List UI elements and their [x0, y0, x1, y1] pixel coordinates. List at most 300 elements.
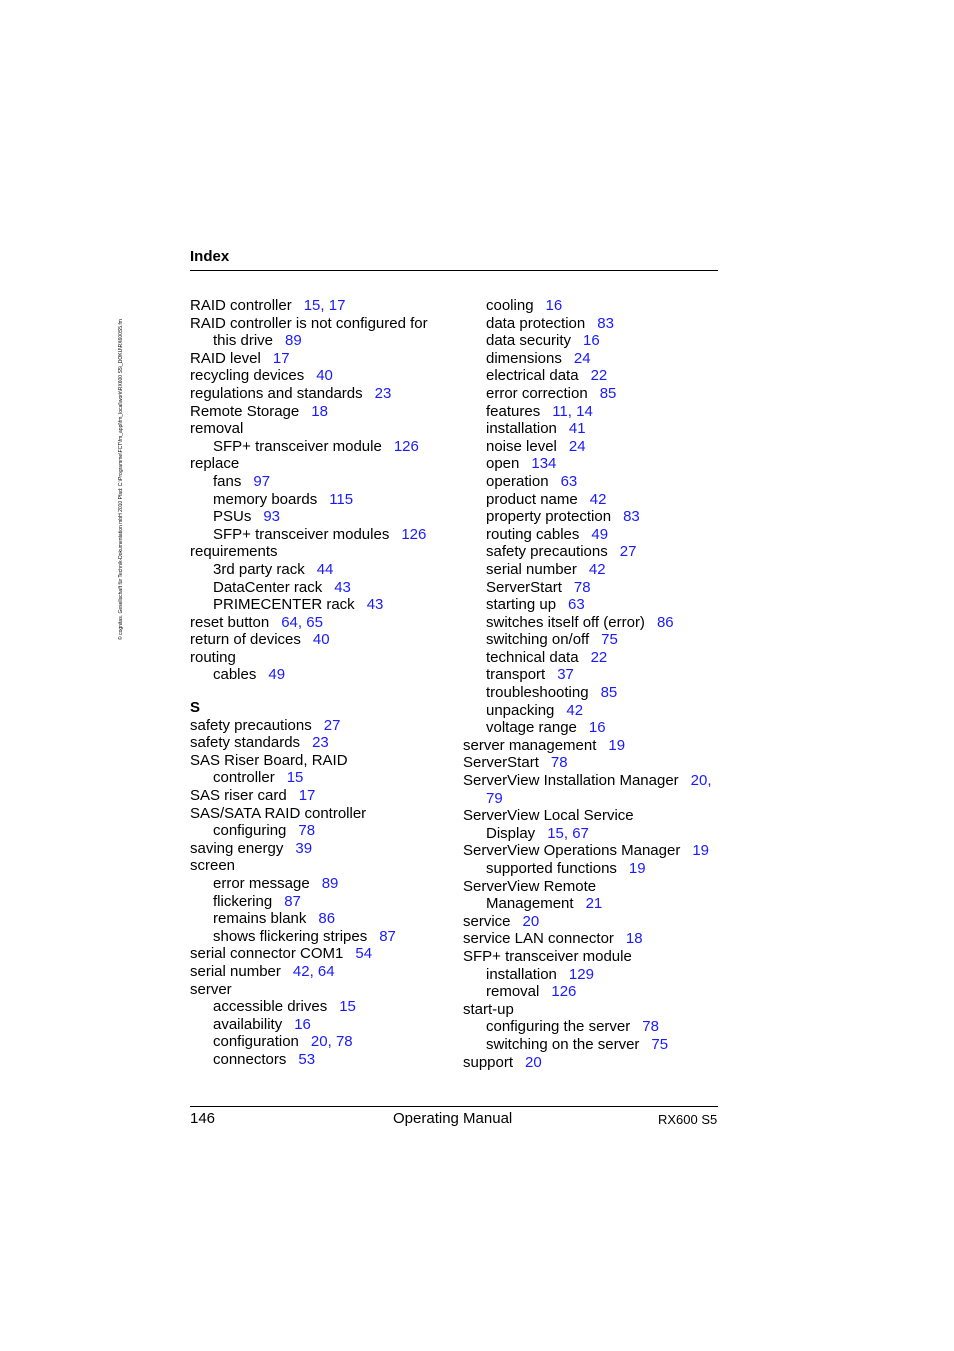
page-link[interactable]: , 67 [564, 825, 589, 842]
page-references [329, 491, 353, 508]
index-subentry [463, 350, 733, 368]
index-subentry [463, 403, 733, 421]
page-link[interactable]: 27 [323, 716, 341, 734]
index-subentry [190, 666, 460, 684]
index-subentry [463, 579, 733, 597]
index-term: ServerStart [486, 578, 562, 596]
index-term: cooling [486, 297, 534, 314]
page-link[interactable]: 63 [560, 472, 578, 490]
index-entry [190, 385, 460, 403]
page-link[interactable]: 83 [597, 314, 614, 332]
page-link[interactable]: 42 [566, 701, 584, 719]
page-references [557, 666, 574, 683]
index-term: switching on the server [486, 1035, 640, 1053]
index-term: technical data [486, 648, 579, 666]
index-term: recycling devices [190, 367, 305, 385]
page-link[interactable]: 19 [628, 860, 646, 877]
page-references [566, 702, 583, 719]
index-entry-continuation [190, 332, 460, 350]
index-subentry [190, 1033, 460, 1051]
index-term: fans [213, 472, 242, 490]
index-term: error correction [486, 384, 588, 402]
index-entry [190, 787, 460, 805]
page-link[interactable]: 49 [591, 525, 609, 543]
page-references [561, 473, 578, 490]
index-term: service [463, 912, 511, 930]
index-term: transport [486, 666, 546, 684]
page-link[interactable]: 64 [281, 613, 298, 631]
index-entry [463, 807, 733, 825]
page-references [394, 438, 419, 455]
page-references [601, 684, 618, 701]
page-references [600, 385, 617, 402]
index-subentry [463, 455, 733, 473]
page-link[interactable]: 63 [568, 596, 585, 614]
index-entry [463, 754, 733, 772]
page-references [316, 367, 333, 384]
footer-page-number: 146 [190, 1110, 216, 1127]
page-link[interactable]: 40 [312, 631, 330, 649]
page-link[interactable]: 19 [692, 842, 710, 860]
page-link[interactable]: 129 [568, 965, 594, 983]
index-subentry [190, 473, 460, 491]
page-link[interactable]: 49 [268, 666, 286, 684]
page-references [295, 840, 312, 857]
page-references [589, 719, 606, 736]
page-references [253, 473, 270, 490]
index-term: configuring [213, 822, 287, 840]
page-link[interactable]: 85 [600, 684, 618, 702]
page-references [569, 966, 594, 983]
page-references [334, 579, 351, 596]
index-entry-continuation [463, 895, 733, 913]
index-term: unpacking [486, 701, 555, 719]
index-term: ServerView Installation Manager [463, 772, 679, 790]
index-term: PSUs [213, 508, 252, 526]
index-subentry [463, 332, 733, 350]
page-references [551, 983, 576, 1000]
page-references [311, 403, 328, 420]
index-term: installation [486, 965, 557, 983]
page-link[interactable]: 41 [568, 420, 586, 438]
index-entry-continuation [463, 790, 733, 808]
page-link[interactable]: 87 [379, 927, 396, 945]
page-link[interactable]: 21 [585, 895, 603, 913]
index-term: connectors [213, 1050, 287, 1068]
index-term: saving energy [190, 839, 284, 857]
index-subentry [463, 473, 733, 491]
index-term: SFP+ transceiver module [463, 947, 632, 965]
page-references [574, 579, 591, 596]
index-subentry [190, 910, 460, 928]
index-term: flickering [213, 892, 273, 910]
index-subentry [190, 561, 460, 579]
page-link[interactable]: 16 [545, 297, 563, 314]
index-entry [190, 297, 460, 315]
index-term: ServerView Operations Manager [463, 842, 681, 860]
page-link[interactable]: 20 [310, 1033, 328, 1051]
page-link[interactable]: 75 [601, 631, 618, 649]
page-references [486, 790, 503, 807]
page-link[interactable]: 20 [522, 912, 540, 930]
page-link[interactable]: 78 [642, 1018, 659, 1036]
page-link[interactable]: 89 [285, 332, 302, 350]
page-link[interactable]: 85 [599, 384, 617, 402]
page-references [591, 526, 608, 543]
index-term: serial connector COM1 [190, 945, 344, 963]
index-subentry [190, 822, 460, 840]
index-subentry [190, 1016, 460, 1034]
index-entry [190, 963, 460, 981]
page-references [620, 543, 637, 560]
page-link[interactable]: 115 [329, 490, 354, 508]
index-term: switches itself off (error) [486, 613, 645, 631]
page-references [294, 1016, 311, 1033]
footer-manual-title: Operating Manual [393, 1110, 513, 1127]
page-link[interactable]: 24 [568, 437, 586, 455]
index-term: electrical data [486, 367, 579, 385]
index-term: features [486, 402, 541, 420]
page-references [626, 930, 643, 947]
page-references [284, 893, 301, 910]
index-subentry [190, 526, 460, 544]
index-subentry [463, 543, 733, 561]
page-link[interactable]: 22 [590, 367, 608, 385]
page-references [569, 420, 586, 437]
index-subentry [463, 631, 733, 649]
page-references [298, 1051, 315, 1068]
page-link[interactable]: , 14 [568, 403, 593, 420]
page-link[interactable]: 78 [298, 822, 316, 840]
index-subentry [463, 420, 733, 438]
index-term: SFP+ transceiver module [213, 437, 382, 455]
page-references [281, 614, 323, 631]
index-column-right [463, 297, 733, 1071]
page-references [324, 717, 341, 734]
page-references [692, 842, 709, 859]
index-term: support [463, 1053, 514, 1071]
index-subentry [190, 508, 460, 526]
index-entry [190, 649, 460, 667]
page-references [583, 332, 600, 349]
index-term: ServerStart [463, 754, 539, 772]
index-entry [190, 614, 460, 632]
page-link[interactable]: 18 [625, 930, 643, 948]
index-subentry [463, 860, 733, 878]
index-subentry [463, 966, 733, 984]
index-term: serial number [486, 560, 577, 578]
index-subentry [463, 684, 733, 702]
page-link[interactable]: 16 [588, 719, 606, 737]
page-references [623, 508, 640, 525]
index-term: requirements [190, 543, 278, 561]
index-term: cables [213, 666, 257, 684]
index-term: Display [486, 824, 536, 842]
index-term: Remote Storage [190, 402, 300, 420]
page-link[interactable]: 19 [608, 736, 626, 754]
index-term: SAS riser card [190, 787, 287, 805]
index-term: DataCenter rack [213, 578, 323, 596]
index-term: removal [486, 983, 540, 1001]
page-references [285, 332, 302, 349]
index-entry [190, 420, 460, 438]
page-references [525, 1054, 542, 1071]
page-link[interactable]: 16 [583, 332, 600, 350]
index-term: property protection [486, 508, 612, 526]
page-references [263, 508, 280, 525]
page-link[interactable]: 43 [334, 578, 351, 596]
index-term: SFP+ transceiver modules [213, 525, 390, 543]
index-term: availability [213, 1015, 283, 1033]
index-entry [463, 948, 733, 966]
page-link[interactable]: 16 [294, 1015, 311, 1033]
page-references [313, 631, 330, 648]
index-subentry [463, 385, 733, 403]
index-subentry [463, 297, 733, 315]
page-link[interactable]: 89 [321, 875, 339, 892]
page-references [691, 772, 712, 789]
index-subentry [463, 438, 733, 456]
page-link[interactable]: 75 [651, 1035, 669, 1053]
page-link[interactable]: 18 [311, 402, 328, 420]
index-term: shows flickering stripes [213, 927, 368, 945]
index-term: server management [463, 736, 597, 754]
page-references [574, 350, 591, 367]
index-term: product name [486, 490, 578, 508]
index-column-left [190, 297, 460, 1069]
index-entry [463, 1001, 733, 1019]
index-subentry [190, 893, 460, 911]
page-references [298, 822, 315, 839]
page-link[interactable]: 24 [573, 349, 591, 367]
page-link[interactable]: 23 [312, 734, 329, 752]
page-link[interactable]: 43 [366, 596, 384, 614]
index-term: routing cables [486, 525, 580, 543]
page-link[interactable]: 97 [253, 472, 271, 490]
page-link[interactable]: , 78 [328, 1033, 353, 1050]
page-link[interactable]: 44 [316, 560, 334, 578]
index-subentry [463, 983, 733, 1001]
index-entry [190, 455, 460, 473]
index-subentry [463, 1036, 733, 1054]
index-entry [190, 403, 460, 421]
copyright-path-note: © cognitas. Gesellschaft für Technik-Dokumentation mbH 2010 Pfad: C:\Programme\FCT\fm_appl\fm_local\work\RX600 S5\_DOKU\RX600S5.fm [118, 319, 124, 640]
page-link[interactable]: 40 [316, 367, 333, 385]
index-subentry [190, 491, 460, 509]
index-term: noise level [486, 437, 557, 455]
index-subentry [463, 614, 733, 632]
index-entry [190, 367, 460, 385]
index-entry [463, 913, 733, 931]
index-term: removal [190, 420, 244, 438]
page-references [304, 297, 346, 314]
page-link[interactable]: 87 [284, 892, 301, 910]
index-entry [463, 878, 733, 896]
index-subentry [463, 666, 733, 684]
right-entries [463, 297, 733, 1071]
page-references [651, 1036, 668, 1053]
index-term: safety standards [190, 734, 301, 752]
index-term: serial number [190, 962, 281, 980]
left-entries-s [190, 717, 460, 1069]
page-references [273, 350, 290, 367]
index-entry-continuation [190, 769, 460, 787]
index-term: start-up [463, 1000, 514, 1018]
index-subentry [463, 1018, 733, 1036]
index-subentry [190, 596, 460, 614]
index-entry [190, 805, 460, 823]
index-entry [190, 717, 460, 735]
index-entry [463, 1054, 733, 1072]
page-references [657, 614, 674, 631]
page-link[interactable]: 15 [339, 998, 356, 1016]
index-term: accessible drives [213, 998, 328, 1016]
index-term: PRIMECENTER rack [213, 596, 355, 614]
index-subentry [190, 998, 460, 1016]
page-references [601, 631, 618, 648]
page-references [547, 825, 589, 842]
page-references [608, 737, 625, 754]
page-references [299, 787, 316, 804]
page-references [317, 561, 334, 578]
page-link[interactable]: 22 [590, 648, 608, 666]
page-link[interactable]: 79 [486, 789, 503, 807]
index-subentry [463, 561, 733, 579]
index-term: dimensions [486, 349, 562, 367]
page-references [367, 596, 384, 613]
page-references [523, 913, 540, 930]
index-subentry [190, 1051, 460, 1069]
index-entry [463, 842, 733, 860]
index-subentry [463, 491, 733, 509]
page-references [311, 1033, 353, 1050]
page-references [552, 403, 593, 420]
index-term: open [486, 455, 520, 473]
page-link[interactable]: 27 [619, 543, 637, 561]
page-references [597, 315, 614, 332]
page-references [401, 526, 426, 543]
page-link[interactable]: 78 [550, 754, 568, 772]
index-term: RAID controller [190, 297, 292, 314]
index-term: error message [213, 875, 310, 892]
page-link[interactable]: 53 [298, 1050, 316, 1068]
page-link[interactable]: 15 [286, 769, 304, 787]
page-link[interactable]: 126 [401, 525, 427, 543]
page-link[interactable]: 39 [295, 839, 313, 857]
page-link[interactable]: 86 [318, 910, 336, 928]
index-subentry [463, 508, 733, 526]
index-term: ServerView Remote [463, 877, 597, 895]
index-term: return of devices [190, 631, 301, 649]
page-link[interactable]: 93 [263, 508, 281, 526]
index-entry [190, 734, 460, 752]
page-link[interactable]: 42 [588, 560, 606, 578]
page-link[interactable]: 78 [573, 578, 591, 596]
index-term: remains blank [213, 910, 307, 928]
index-subentry [190, 875, 460, 893]
footer-model: RX600 S5 [658, 1112, 718, 1127]
page-link[interactable]: 126 [393, 437, 419, 455]
index-entry [190, 945, 460, 963]
page-link[interactable]: 17 [298, 787, 316, 805]
page-link[interactable]: 86 [656, 613, 674, 631]
page-references [322, 875, 339, 892]
page-references [569, 438, 586, 455]
page-link[interactable]: 42 [292, 962, 310, 980]
index-subentry [463, 649, 733, 667]
index-entry [190, 350, 460, 368]
index-term: configuring the server [486, 1018, 631, 1036]
page-references [642, 1018, 659, 1035]
index-term: this drive [213, 332, 274, 350]
page-references [546, 297, 563, 314]
page-references [293, 963, 335, 980]
index-term: Management [486, 895, 574, 913]
index-term: replace [190, 455, 240, 473]
page-link[interactable]: 42 [589, 490, 607, 508]
page-link[interactable]: 23 [374, 384, 392, 402]
footer-rule [190, 1106, 718, 1107]
index-entry [190, 981, 460, 999]
page-references [312, 734, 329, 751]
page-link[interactable]: 11 [552, 402, 568, 420]
header-rule [190, 270, 718, 271]
index-entry-continuation [463, 825, 733, 843]
index-entry [190, 315, 460, 333]
page-references [339, 998, 356, 1015]
page-references [568, 596, 585, 613]
index-term: RAID controller is not configured for [190, 314, 428, 332]
index-term: installation [486, 420, 557, 438]
page-link[interactable]: , 65 [298, 614, 323, 631]
index-term: memory boards [213, 490, 318, 508]
index-term: screen [190, 857, 236, 875]
page-link[interactable]: 134 [531, 455, 557, 473]
page-link[interactable]: 83 [623, 508, 640, 526]
page-references [287, 769, 304, 786]
page-link[interactable]: 15 [303, 297, 321, 314]
page-link[interactable]: 15 [547, 824, 564, 842]
page-references [589, 561, 606, 578]
page-link[interactable]: , 64 [310, 963, 335, 980]
index-term: troubleshooting [486, 684, 589, 702]
left-entries [190, 297, 460, 684]
page-link[interactable]: 37 [557, 666, 574, 684]
page-link[interactable]: 54 [355, 945, 373, 963]
index-entry [463, 772, 733, 790]
index-entry [190, 543, 460, 561]
index-term: service LAN connector [463, 930, 614, 948]
index-term: routing [190, 648, 236, 666]
page-link[interactable]: 17 [272, 349, 290, 367]
page-references [268, 666, 285, 683]
index-entry [190, 752, 460, 770]
index-entry [190, 631, 460, 649]
index-term: operation [486, 472, 549, 490]
index-subentry [463, 719, 733, 737]
index-term: SAS/SATA RAID controller [190, 804, 367, 822]
page-references [629, 860, 646, 877]
page-link[interactable]: 20 [525, 1053, 542, 1071]
page-references [551, 754, 568, 771]
index-term: server [190, 980, 232, 998]
index-term: SAS Riser Board, RAID [190, 751, 348, 769]
page-link[interactable]: 126 [551, 983, 577, 1001]
page-link[interactable]: , 17 [320, 297, 345, 314]
index-term: ServerView Local Service [463, 807, 634, 825]
page-link[interactable]: 20, [690, 772, 712, 790]
page-title: Index [190, 248, 230, 265]
